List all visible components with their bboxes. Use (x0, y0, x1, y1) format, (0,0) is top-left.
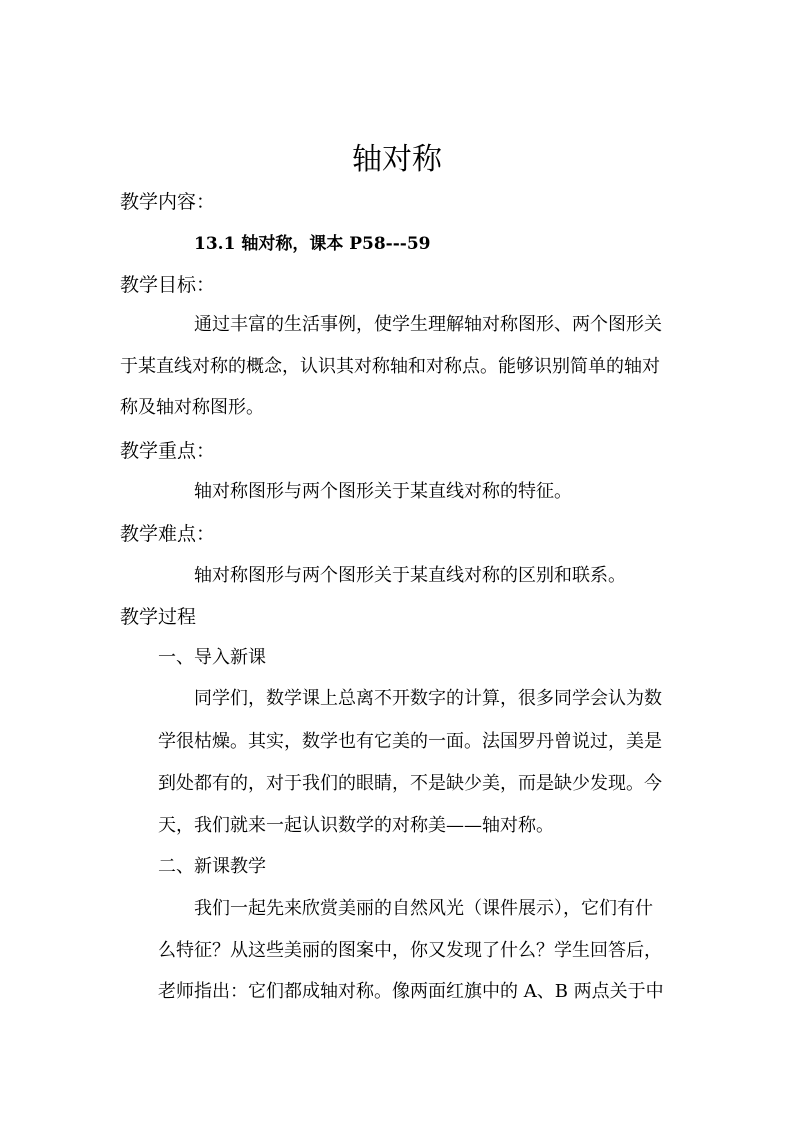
goal-line: 于某直线对称的概念，认识其对称轴和对称点。能够识别简单的轴对 (120, 356, 660, 377)
content-heading: 教学内容： (120, 191, 216, 213)
process-heading: 教学过程 (120, 606, 197, 628)
section1-heading: 一、导入新课 (158, 647, 266, 668)
section1-line: 同学们，数学课上总离不开数字的计算，很多同学会认为数 (194, 688, 662, 709)
document-title: 轴对称 (352, 142, 442, 177)
goal-line: 称及轴对称图形。 (120, 397, 264, 418)
difficulty-item: 轴对称图形与两个图形关于某直线对称的区别和联系。 (194, 565, 626, 586)
goal-line: 通过丰富的生活事例，使学生理解轴对称图形、两个图形关 (194, 314, 662, 335)
difficulty-heading: 教学难点： (120, 523, 216, 545)
key-item: 轴对称图形与两个图形关于某直线对称的特征。 (194, 481, 572, 502)
section2-heading: 二、新课教学 (158, 856, 266, 877)
section2-line: 我们一起先来欣赏美丽的自然风光（课件展示），它们有什 (194, 898, 653, 919)
goal-heading: 教学目标： (120, 274, 216, 296)
section1-line: 学很枯燥。其实，数学也有它美的一面。法国罗丹曾说过，美是 (158, 731, 662, 752)
key-heading: 教学重点： (120, 440, 216, 462)
section1-line: 到处都有的，对于我们的眼睛，不是缺少美，而是缺少发现。今 (158, 773, 662, 794)
section2-line: 老师指出：它们都成轴对称。像两面红旗中的 A、B 两点关于中 (158, 981, 664, 1002)
section2-line: 么特征？从这些美丽的图案中，你又发现了什么？学生回答后， (158, 940, 662, 961)
section1-line: 天，我们就来一起认识数学的对称美——轴对称。 (158, 815, 554, 836)
content-item: 13.1 轴对称，课本 P58---59 (194, 234, 431, 254)
